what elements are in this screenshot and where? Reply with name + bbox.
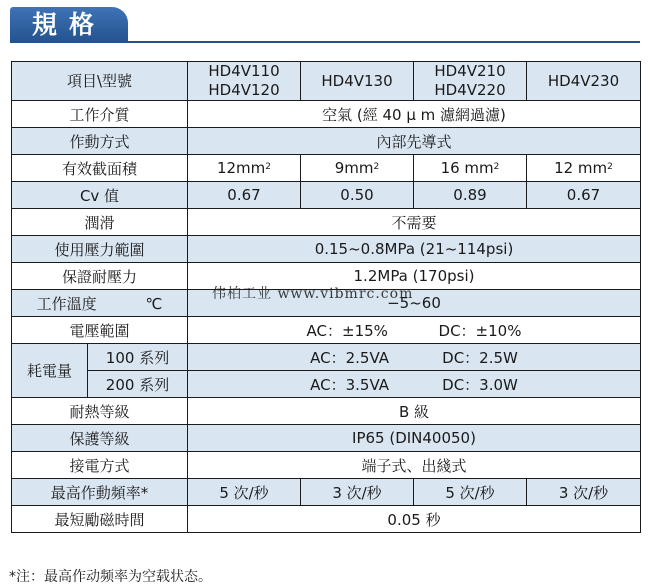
power-100-ac: AC：2.5VA xyxy=(310,348,390,367)
area-value-1 xyxy=(188,155,301,182)
row-value: B 級 xyxy=(188,398,641,425)
header-model-4: HD4V230 xyxy=(527,62,641,101)
power-200-ac: AC：3.5VA xyxy=(310,375,390,394)
row-label: 耐熱等級 xyxy=(12,398,188,425)
row-value: 內部先導式 xyxy=(188,128,641,155)
row-value: 不需要 xyxy=(188,209,641,236)
model-3-line-2: HD4V220 xyxy=(434,81,506,99)
row-value xyxy=(188,371,641,398)
freq-value-4: 3 次/秒 xyxy=(527,479,641,506)
row-value xyxy=(188,344,641,371)
row-value: 1.2MPa (170psi) xyxy=(188,263,641,290)
row-value: 端子式、出綫式 xyxy=(188,452,641,479)
temperature-label: 工作溫度 xyxy=(36,294,97,313)
area-v4: 12 mm xyxy=(554,159,608,177)
row-value: IP65 (DIN40050) xyxy=(188,425,641,452)
cv-value-3: 0.89 xyxy=(414,182,527,209)
table-header-row xyxy=(12,62,641,101)
freq-value-1: 5 次/秒 xyxy=(188,479,301,506)
cv-value-1: 0.67 xyxy=(188,182,301,209)
row-label: 最短勵磁時間 xyxy=(12,506,188,533)
row-label: 有效截面積 xyxy=(12,155,188,182)
area-value-4 xyxy=(527,155,641,182)
area-v1: 12mm xyxy=(216,159,266,177)
header-item: 項目\型號 xyxy=(12,62,188,101)
model-1-line-1: HD4V110 xyxy=(208,62,280,80)
footnote: *注：最高作动频率为空载状态。 xyxy=(9,569,212,585)
table-row xyxy=(12,101,641,128)
table-row xyxy=(12,128,641,155)
row-label: 保護等級 xyxy=(12,425,188,452)
header-model-1 xyxy=(188,62,301,101)
area-sup: 2 xyxy=(265,162,272,172)
row-value: 0.05 秒 xyxy=(188,506,641,533)
table-row xyxy=(12,479,641,506)
title-underline xyxy=(10,41,640,43)
power-200-dc: DC：3.0W xyxy=(442,375,518,394)
table-row xyxy=(12,317,641,344)
header-model-3 xyxy=(414,62,527,101)
voltage-ac: AC：±15% xyxy=(306,321,388,340)
row-value: −5~60 xyxy=(188,290,641,317)
table-row xyxy=(12,452,641,479)
power-series-200-label: 200 系列 xyxy=(88,371,188,398)
power-label: 耗電量 xyxy=(12,344,88,398)
row-label: 潤滑 xyxy=(12,209,188,236)
freq-value-3: 5 次/秒 xyxy=(414,479,527,506)
header-model-2: HD4V130 xyxy=(301,62,414,101)
row-label: 使用壓力範圍 xyxy=(12,236,188,263)
row-label: Cv 值 xyxy=(12,182,188,209)
area-value-3 xyxy=(414,155,527,182)
row-value xyxy=(188,317,641,344)
section-title: 規格 xyxy=(31,10,106,39)
table-row xyxy=(12,209,641,236)
table-row xyxy=(12,236,641,263)
table-row xyxy=(12,182,641,209)
cv-value-4: 0.67 xyxy=(527,182,641,209)
watermark-text: 伟柏工业 www.vibmrc.com xyxy=(212,286,414,302)
area-v3: 16 mm xyxy=(440,159,494,177)
temperature-unit: ℃ xyxy=(145,294,163,313)
row-value: 0.15~0.8MPa (21~114psi) xyxy=(188,236,641,263)
area-sup: 2 xyxy=(607,162,613,172)
voltage-dc: DC：±10% xyxy=(438,321,522,340)
table-row xyxy=(12,344,641,371)
row-value: 空氣 (經 40 μ m 濾網過濾) xyxy=(188,101,641,128)
row-label: 最高作動頻率* xyxy=(12,479,188,506)
model-1-line-2: HD4V120 xyxy=(208,81,280,99)
row-label: 電壓範圍 xyxy=(12,317,188,344)
area-sup: 2 xyxy=(493,162,500,172)
table-row xyxy=(12,155,641,182)
model-3-line-1: HD4V210 xyxy=(434,62,506,80)
row-label: 工作介質 xyxy=(12,101,188,128)
row-label xyxy=(12,290,188,317)
freq-value-2: 3 次/秒 xyxy=(301,479,414,506)
power-series-100-label: 100 系列 xyxy=(88,344,188,371)
row-label: 保證耐壓力 xyxy=(12,263,188,290)
row-label: 作動方式 xyxy=(12,128,188,155)
section-title-band xyxy=(10,7,128,43)
table-row xyxy=(12,506,641,533)
table-row xyxy=(12,398,641,425)
table-row xyxy=(12,371,641,398)
table-row xyxy=(12,425,641,452)
area-value-2 xyxy=(301,155,414,182)
area-sup: 2 xyxy=(373,162,380,172)
cv-value-2: 0.50 xyxy=(301,182,414,209)
power-100-dc: DC：2.5W xyxy=(442,348,518,367)
area-v2: 9mm xyxy=(334,159,374,177)
row-label: 接電方式 xyxy=(12,452,188,479)
